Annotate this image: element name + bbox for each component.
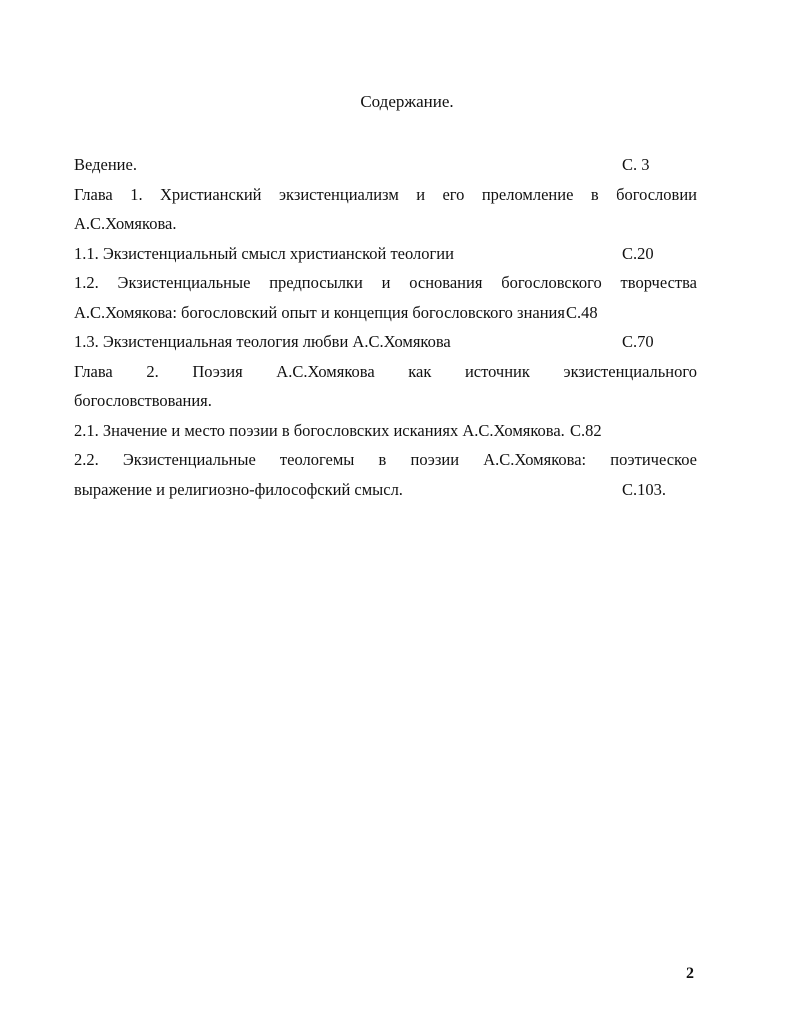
- toc-entry-text-cont: выражение и религиозно-философский смысл.: [74, 479, 403, 499]
- toc-title: Содержание.: [360, 92, 454, 111]
- toc-entry-intro: [74, 150, 697, 180]
- toc-entry-page: С. 3: [622, 155, 650, 174]
- toc-entry-1-1: [74, 239, 697, 269]
- toc-entry-page: С.48: [565, 302, 598, 322]
- toc-entry-page: С.103.: [622, 479, 667, 499]
- page-number: 2: [686, 965, 694, 982]
- toc-entry-2-1: [74, 416, 697, 446]
- toc-entry-text-cont: [74, 298, 697, 328]
- toc-entry-1-3: [74, 327, 697, 357]
- toc-entry-text-cont: богословствования.: [74, 391, 212, 410]
- toc-entry-text: 1.3. Экзистенциальная теология любви А.С.Хомякова: [74, 332, 451, 351]
- toc-entry-page: С.70: [622, 332, 654, 351]
- toc-entry-chapter-1: [74, 180, 697, 239]
- toc-entry-text-cont: А.С.Хомякова.: [74, 214, 177, 233]
- toc-entry-text: 1.1. Экзистенциальный смысл христианской теологии: [74, 243, 454, 263]
- toc-entry-text: Ведение.: [74, 155, 137, 174]
- toc-entry-text-line2: А.С.Хомякова: богословский опыт и концепция богословского знания: [74, 302, 565, 322]
- toc-entry-text: Глава 2. Поэзия А.С.Хомякова как источник экзистенциального: [74, 361, 697, 381]
- toc-entry-text: Глава 1. Христианский экзистенциализм и его преломление в богословии: [74, 184, 697, 204]
- toc-entry-text: 2.1. Значение и место поэзии в богословских исканиях А.С.Хомякова.: [74, 420, 565, 440]
- toc-entry-text: 1.2. Экзистенциальные предпосылки и основания богословского творчества: [74, 273, 697, 292]
- toc-entry-page: С.20: [622, 243, 654, 263]
- toc-entry-2-2: [74, 445, 697, 504]
- toc-entry-chapter-2: [74, 357, 697, 416]
- table-of-contents: [74, 150, 697, 504]
- toc-entry-page: С.82: [569, 420, 602, 440]
- toc-entry-text: 2.2. Экзистенциальные теологемы в поэзии А.С.Хомякова: поэтическое: [74, 450, 697, 469]
- toc-entry-1-2: [74, 268, 697, 327]
